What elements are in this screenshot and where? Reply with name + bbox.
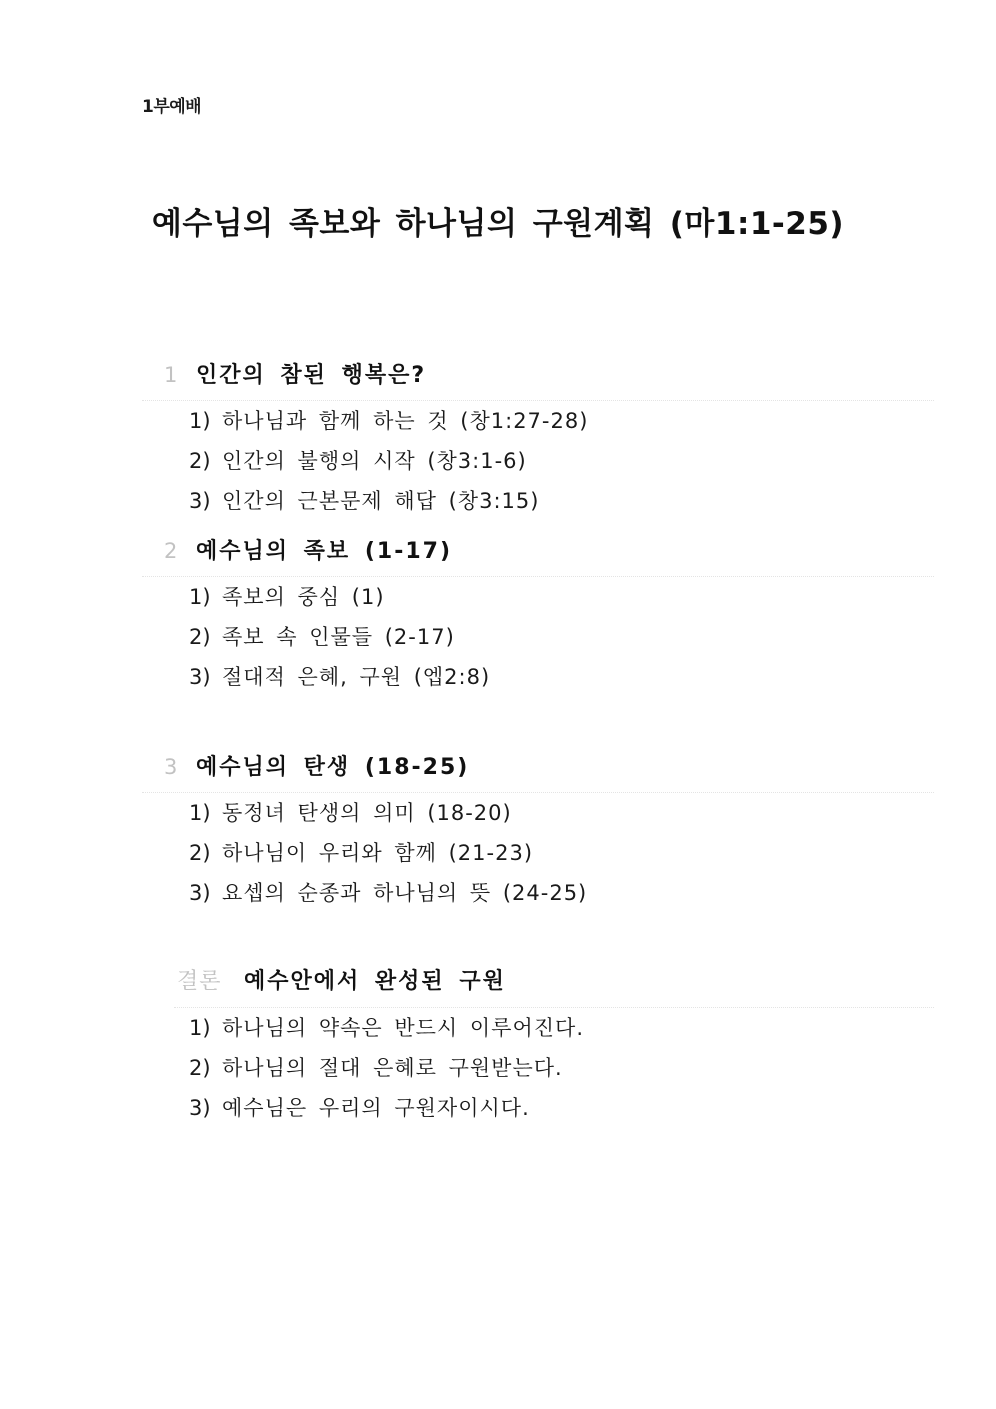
outline-item — [189, 797, 934, 837]
item-number: 3) — [189, 489, 211, 513]
sermon-title: 예수님의 족보와 하나님의 구원계획 (마1:1-25) — [151, 206, 845, 242]
section-number: 3 — [164, 755, 178, 779]
section-conclusion — [174, 964, 934, 1132]
item-number: 2) — [189, 841, 211, 865]
section-title: 예수안에서 완성된 구원 — [244, 969, 506, 994]
outline-item — [189, 661, 934, 701]
item-text: 하나님과 함께 하는 것 (창1:27-28) — [222, 409, 589, 433]
item-text: 인간의 근본문제 해답 (창3:15) — [222, 489, 540, 513]
section-3 — [142, 750, 934, 917]
item-text: 동정녀 탄생의 의미 (18-20) — [222, 801, 512, 825]
outline-item — [189, 837, 934, 877]
item-number: 2) — [189, 1056, 211, 1080]
section-number: 1 — [164, 363, 178, 387]
item-number: 1) — [189, 1016, 211, 1040]
item-number: 2) — [189, 625, 211, 649]
outline-list — [174, 1008, 934, 1132]
section-heading — [142, 750, 934, 793]
section-2 — [142, 534, 934, 701]
item-text: 하나님의 절대 은혜로 구원받는다. — [222, 1056, 563, 1080]
outline-list — [142, 793, 934, 917]
outline-item — [189, 485, 934, 525]
item-number: 3) — [189, 1096, 211, 1120]
outline-item — [189, 445, 934, 485]
outline-item — [189, 581, 934, 621]
item-text: 예수님은 우리의 구원자이시다. — [222, 1096, 530, 1120]
item-number: 2) — [189, 449, 211, 473]
item-text: 하나님의 약속은 반드시 이루어진다. — [222, 1016, 584, 1040]
section-title: 예수님의 족보 (1-17) — [196, 539, 452, 564]
outline-list — [142, 401, 934, 525]
item-text: 절대적 은혜, 구원 (엡2:8) — [222, 665, 491, 689]
item-text: 하나님이 우리와 함께 (21-23) — [222, 841, 534, 865]
section-title: 예수님의 탄생 (18-25) — [196, 755, 470, 780]
service-label: 1부예배 — [142, 97, 202, 117]
item-number: 3) — [189, 665, 211, 689]
item-number: 3) — [189, 881, 211, 905]
item-text: 족보의 중심 (1) — [222, 585, 385, 609]
section-heading — [142, 534, 934, 577]
section-1 — [142, 358, 934, 525]
item-number: 1) — [189, 409, 211, 433]
section-number: 결론 — [177, 969, 222, 994]
item-text: 족보 속 인물들 (2-17) — [222, 625, 455, 649]
outline-item — [189, 1052, 934, 1092]
outline-item — [189, 621, 934, 661]
outline-item — [189, 1092, 934, 1132]
item-number: 1) — [189, 585, 211, 609]
section-number: 2 — [164, 539, 178, 563]
outline-item — [189, 877, 934, 917]
item-text: 요셉의 순종과 하나님의 뜻 (24-25) — [222, 881, 588, 905]
section-heading — [142, 358, 934, 401]
outline-item — [189, 405, 934, 445]
item-number: 1) — [189, 801, 211, 825]
section-heading — [174, 964, 934, 1008]
section-title: 인간의 참된 행복은? — [196, 363, 427, 388]
outline-item — [189, 1012, 934, 1052]
outline-list — [142, 577, 934, 701]
item-text: 인간의 불행의 시작 (창3:1-6) — [222, 449, 527, 473]
